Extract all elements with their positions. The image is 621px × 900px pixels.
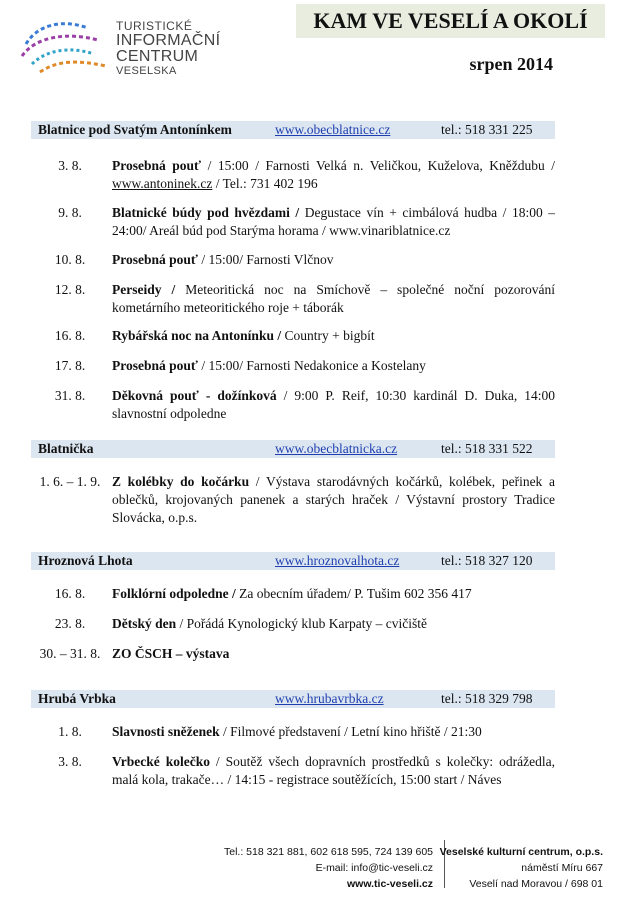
event-description: [112, 357, 555, 375]
event-date: 30. – 31. 8.: [39, 646, 101, 661]
section-phone: tel.: 518 331 225: [441, 122, 533, 137]
event-description: [112, 753, 555, 789]
event-text: / Výstava starodávných kočárků, kolébek, peřinek a oblečků, krojovaných panenek a starých hraček / Výstavní prostory Tradice Slovácka, o.p.s.: [112, 474, 555, 525]
event-description: [112, 615, 555, 633]
event-title: Rybářská noc na Antonínku /: [112, 328, 282, 343]
event-date: 17. 8.: [54, 358, 86, 373]
event-title: Prosebná pouť: [112, 252, 198, 267]
event-date: 1. 8.: [58, 724, 82, 739]
event-link[interactable]: www.antoninek.cz: [112, 176, 213, 191]
section-name: Hroznová Lhota: [38, 553, 133, 568]
footer-address: [440, 844, 603, 892]
event-title: Slavnosti sněženek: [112, 724, 220, 739]
footer-tel: Tel.: 518 321 881, 602 618 595, 724 139 605: [223, 846, 433, 858]
footer-email[interactable]: E-mail: info@tic-veseli.cz: [315, 862, 433, 874]
swirl-logo-icon: [18, 14, 118, 78]
event-title: Folklórní odpoledne /: [112, 586, 236, 601]
logo-line-2: INFORMAČNÍ CENTRUM: [116, 31, 221, 66]
section-website-link[interactable]: www.obecblatnice.cz: [275, 122, 391, 137]
event-date: 31. 8.: [54, 388, 86, 403]
event-text: Za obecním úřadem/ P. Tušim 602 356 417: [235, 586, 472, 601]
event-description: [112, 251, 555, 269]
month-label: srpen 2014: [469, 54, 553, 74]
event-date: 16. 8.: [54, 328, 86, 343]
section-header: [31, 552, 555, 570]
event-description: [112, 327, 555, 345]
section-header: [31, 440, 555, 458]
event-description: [112, 473, 555, 527]
event-text-after: / Tel.: 731 402 196: [212, 176, 318, 191]
event-date: 3. 8.: [58, 754, 82, 769]
event-description: [112, 585, 555, 603]
event-text: / 15:00/ Farnosti Nedakonice a Kostelany: [197, 358, 426, 373]
event-title: Vrbecké kolečko: [112, 754, 210, 769]
event-date: 12. 8.: [54, 282, 86, 297]
event-title: Blatnické búdy pod hvězdami /: [112, 205, 300, 220]
event-date: 23. 8.: [54, 616, 86, 631]
event-text: / 15:00/ Farnosti Vlčnov: [197, 252, 334, 267]
event-description: [112, 645, 555, 663]
event-title: Z kolébky do kočárku: [112, 474, 250, 489]
event-text: Meteoritická noc na Smíchově – společné noční pozorování kometárního meteoritického roje + táborák: [112, 282, 555, 315]
event-title: Prosebná pouť: [112, 358, 198, 373]
logo-line-3: VESELSKA: [116, 65, 177, 78]
event-description: [112, 204, 555, 240]
event-text: / 15:00 / Farnosti Velká n. Veličkou, Kuželova, Kněždubu /: [201, 158, 555, 173]
event-date: 16. 8.: [54, 586, 86, 601]
section-phone: tel.: 518 327 120: [441, 553, 533, 568]
section-phone: tel.: 518 329 798: [441, 691, 533, 706]
event-text: Degustace vín + cimbálová hudba / 18:00 – 24:00/ Areál búd pod Starýma horama / www.vinariblatnice.cz: [112, 205, 555, 238]
event-title: Děkovná pouť - dožínková: [112, 388, 277, 403]
event-date: 9. 8.: [58, 205, 82, 220]
section-website-link[interactable]: www.hrubavrbka.cz: [275, 691, 384, 706]
event-description: [112, 723, 555, 741]
event-title: Dětský den: [112, 616, 177, 631]
event-text: / Soutěž všech dopravních prostředků s kolečky: odrážedla, malá kola, trakače… / 14:15 - registrace soutěžících, 15:00 start / Náves: [112, 754, 555, 787]
tic-logo: [18, 14, 278, 78]
event-description: [112, 387, 555, 423]
section-header: [31, 121, 555, 139]
event-title: ZO ČSCH – výstava: [112, 646, 230, 661]
event-text: / Filmové představení / Letní kino hřiště / 21:30: [219, 724, 482, 739]
footer-web[interactable]: www.tic-veseli.cz: [347, 878, 433, 890]
section-name: Blatnice pod Svatým Antonínkem: [38, 122, 232, 137]
section-website-link[interactable]: www.hroznovalhota.cz: [275, 553, 400, 568]
event-text: Country + bigbít: [281, 328, 375, 343]
page-title: KAM VE VESELÍ A OKOLÍ: [296, 4, 605, 38]
event-description: [112, 157, 555, 193]
section-header: [31, 690, 555, 708]
event-text: / Pořádá Kynologický klub Karpaty – cvičiště: [176, 616, 427, 631]
event-date: 1. 6. – 1. 9.: [39, 474, 101, 489]
footer-contact: [224, 844, 433, 892]
event-text: / 9:00 P. Reif, 10:30 kardinál D. Duka, 14:00 slavnostní odpoledne: [112, 388, 555, 421]
section-name: Hrubá Vrbka: [38, 691, 116, 706]
event-description: [112, 281, 555, 317]
event-date: 3. 8.: [58, 158, 82, 173]
section-phone: tel.: 518 331 522: [441, 441, 533, 456]
section-website-link[interactable]: www.obecblatnicka.cz: [275, 441, 398, 456]
footer-org: Veselské kulturní centrum, o.p.s.: [439, 846, 603, 858]
section-name: Blatnička: [38, 441, 94, 456]
footer-street: náměstí Míru 667: [521, 862, 603, 874]
event-title: Perseidy /: [112, 282, 176, 297]
footer-city: Veselí nad Moravou / 698 01: [469, 878, 603, 890]
logo-line-1: TURISTICKÉ: [116, 19, 193, 33]
event-title: Prosebná pouť: [112, 158, 202, 173]
event-date: 10. 8.: [54, 252, 86, 267]
